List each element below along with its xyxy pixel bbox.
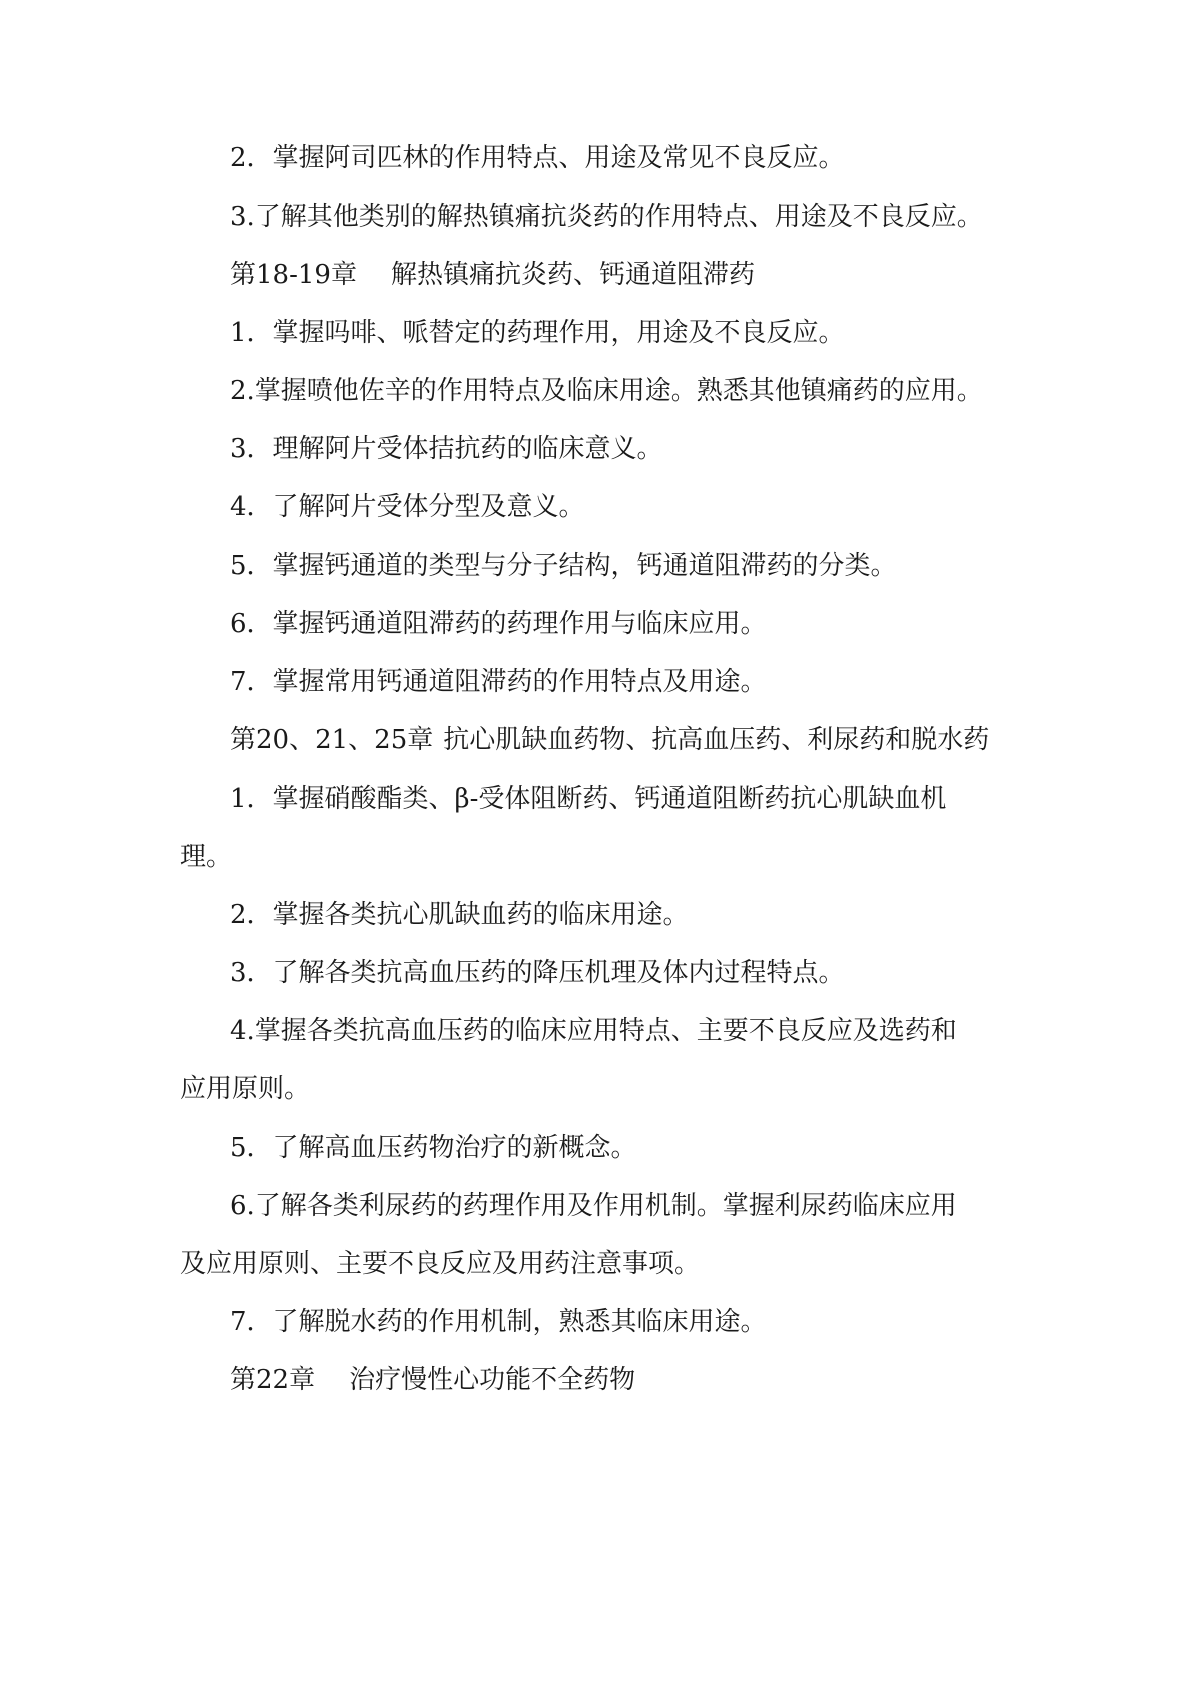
item-diuretics-cont: 及应用原则、主要不良反应及用药注意事项。	[180, 1249, 701, 1279]
chapter-heading-18-19	[230, 258, 755, 292]
item-antihypertensive-mechanism: 3．了解各类抗高血压药的降压机理及体内过程特点。	[230, 958, 845, 988]
item-morphine: 1．掌握吗啡、哌替定的药理作用，用途及不良反应。	[230, 318, 845, 348]
item-antihypertensive-use-cont: 应用原则。	[180, 1074, 311, 1104]
item-hypertension-concept: 5．了解高血压药物治疗的新概念。	[230, 1133, 637, 1163]
chapter-number: 第20、21、25章	[230, 725, 434, 755]
item-aspirin: 2．掌握阿司匹林的作用特点、用途及常见不良反应。	[230, 143, 845, 173]
item-calcium-channel-types: 5．掌握钙通道的类型与分子结构，钙通道阻滞药的分类。	[230, 551, 897, 581]
chapter-title: 治疗慢性心功能不全药物	[349, 1365, 636, 1395]
item-opioid-antagonist: 3．理解阿片受体拮抗药的临床意义。	[230, 434, 663, 464]
item-other-antipyretics: 3.了解其他类别的解热镇痛抗炎药的作用特点、用途及不良反应。	[230, 202, 983, 232]
chapter-number: 第18-19章	[230, 260, 357, 290]
item-antianginal-use: 2．掌握各类抗心肌缺血药的临床用途。	[230, 900, 689, 930]
item-antianginal-mechanism-cont: 理。	[180, 842, 233, 872]
chapter-heading-20-21-25	[230, 723, 989, 757]
item-ccb-common: 7．掌握常用钙通道阻滞药的作用特点及用途。	[230, 667, 767, 697]
item-dehydrating-agents: 7．了解脱水药的作用机制，熟悉其临床用途。	[230, 1307, 767, 1337]
item-antianginal-mechanism: 1．掌握硝酸酯类、β-受体阻断药、钙通道阻断药抗心肌缺血机	[230, 784, 947, 814]
item-opioid-receptor: 4．了解阿片受体分型及意义。	[230, 492, 585, 522]
item-diuretics: 6.了解各类利尿药的药理作用及作用机制。掌握利尿药临床应用	[230, 1191, 957, 1221]
chapter-heading-22	[230, 1363, 635, 1397]
chapter-number: 第22章	[230, 1365, 316, 1395]
chapter-title: 抗心肌缺血药物、抗高血压药、利尿药和脱水药	[443, 725, 990, 755]
chapter-title: 解热镇痛抗炎药、钙通道阻滞药	[390, 260, 755, 290]
item-pentazocine: 2.掌握喷他佐辛的作用特点及临床用途。熟悉其他镇痛药的应用。	[230, 376, 983, 406]
item-ccb-pharmacology: 6．掌握钙通道阻滞药的药理作用与临床应用。	[230, 609, 767, 639]
item-antihypertensive-use: 4.掌握各类抗高血压药的临床应用特点、主要不良反应及选药和	[230, 1016, 957, 1046]
